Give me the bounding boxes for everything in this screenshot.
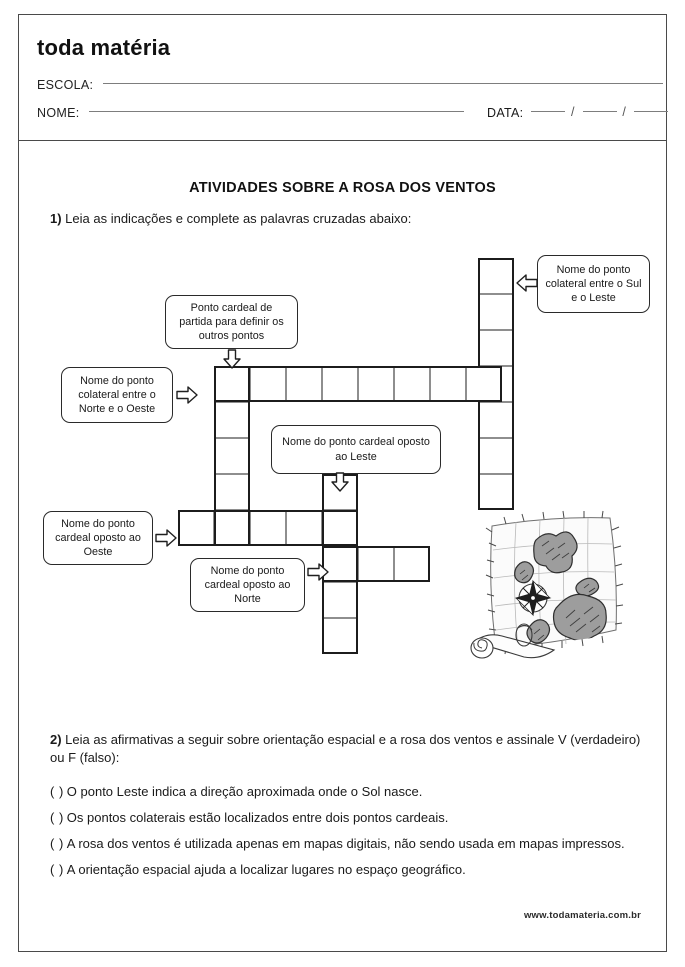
arrow-right-icon xyxy=(155,528,177,548)
school-label: ESCOLA: xyxy=(37,77,94,92)
crossword-cell[interactable] xyxy=(322,546,358,582)
crossword-cell[interactable] xyxy=(322,474,358,510)
crossword-cell[interactable] xyxy=(250,366,286,402)
date-month-input[interactable] xyxy=(583,110,617,112)
school-field-row xyxy=(37,77,663,92)
question-2-text: Leia as afirmativas a seguir sobre orientação espacial e a rosa dos ventos e assinale V (verdadeiro) ou F (falso): xyxy=(50,732,641,766)
date-label: DATA: xyxy=(487,105,524,120)
crossword-cell[interactable] xyxy=(430,366,466,402)
answer-blank[interactable]: ( ) xyxy=(50,835,64,851)
crossword-clue-noroeste xyxy=(61,367,173,423)
clue-text: Nome do ponto cardeal oposto ao Leste xyxy=(282,436,430,463)
answer-blank[interactable]: ( ) xyxy=(50,784,64,799)
crossword-clue-sul xyxy=(190,558,305,612)
crossword-cell[interactable] xyxy=(322,618,358,654)
crossword-cell[interactable] xyxy=(478,294,514,330)
clue-text: Nome do ponto colateral entre o Norte e o Oeste xyxy=(78,374,156,416)
name-label: NOME: xyxy=(37,105,80,120)
crossword-cell[interactable] xyxy=(358,546,394,582)
question-1-prompt xyxy=(50,211,411,226)
clue-text: Nome do ponto colateral entre o Sul e o Leste xyxy=(545,263,642,305)
question-1-number: 1) xyxy=(50,211,62,226)
crossword-cell[interactable] xyxy=(214,366,250,402)
crossword-cell[interactable] xyxy=(394,546,430,582)
question-1-text: Leia as indicações e complete as palavras cruzadas abaixo: xyxy=(61,211,412,226)
crossword-cell[interactable] xyxy=(214,438,250,474)
list-item xyxy=(50,809,655,828)
clue-text: Nome do ponto cardeal oposto ao Oeste xyxy=(55,517,141,559)
name-input-line[interactable] xyxy=(89,110,464,112)
crossword-cell[interactable] xyxy=(478,330,514,366)
clue-text: Ponto cardeal de partida para definir os outros pontos xyxy=(179,301,284,343)
date-separator-1: / xyxy=(571,105,575,119)
name-field-row xyxy=(37,105,464,120)
crossword-cell[interactable] xyxy=(322,510,358,546)
crossword-cell[interactable] xyxy=(214,510,250,546)
question-2-number: 2) xyxy=(50,732,62,747)
arrow-right-icon xyxy=(176,385,198,405)
crossword-clue-norte xyxy=(165,295,298,349)
brand-logo: toda matéria xyxy=(37,35,171,60)
crossword-cell[interactable] xyxy=(394,366,430,402)
list-item xyxy=(50,861,655,880)
crossword-clue-sudeste xyxy=(537,255,650,313)
question-2-prompt xyxy=(50,731,650,768)
crossword-cell[interactable] xyxy=(478,438,514,474)
crossword-cell[interactable] xyxy=(178,510,214,546)
answer-blank[interactable]: ( ) xyxy=(50,861,64,877)
answer-blank[interactable]: ( ) xyxy=(50,809,64,825)
crossword-cell[interactable] xyxy=(286,510,322,546)
statement-text: O ponto Leste indica a direção aproximada onde o Sol nasce. xyxy=(66,784,423,799)
worksheet-header xyxy=(19,15,666,141)
crossword-cell[interactable] xyxy=(250,510,286,546)
treasure-map-illustration xyxy=(462,502,632,672)
date-year-input[interactable] xyxy=(634,110,668,112)
crossword-clue-oeste xyxy=(271,425,441,474)
worksheet-page xyxy=(18,14,667,952)
date-separator-2: / xyxy=(622,105,627,119)
crossword-cell[interactable] xyxy=(322,582,358,618)
crossword-cell[interactable] xyxy=(466,366,502,402)
crossword-cell[interactable] xyxy=(478,258,514,294)
crossword-cell[interactable] xyxy=(214,474,250,510)
school-input-line[interactable] xyxy=(103,82,663,84)
statement-text: A orientação espacial ajuda a localizar lugares no espaço geográfico. xyxy=(66,861,466,877)
question-2-statement-list xyxy=(50,783,655,886)
list-item xyxy=(50,783,655,802)
crossword-cell[interactable] xyxy=(322,366,358,402)
arrow-left-icon xyxy=(516,273,538,293)
statement-text: A rosa dos ventos é utilizada apenas em mapas digitais, não sendo usada em mapas impressos. xyxy=(66,835,625,851)
footer-website-url: www.todamateria.com.br xyxy=(523,910,641,921)
statement-text: Os pontos colaterais estão localizados entre dois pontos cardeais. xyxy=(66,809,449,825)
date-field-row xyxy=(487,105,670,120)
page-title: ATIVIDADES SOBRE A ROSA DOS VENTOS xyxy=(189,180,496,196)
crossword-clue-leste xyxy=(43,511,153,565)
crossword-cell[interactable] xyxy=(358,366,394,402)
date-day-input[interactable] xyxy=(531,110,565,112)
list-item xyxy=(50,835,655,854)
crossword-cell[interactable] xyxy=(214,402,250,438)
clue-text: Nome do ponto cardeal oposto ao Norte xyxy=(204,564,291,606)
crossword-cell[interactable] xyxy=(286,366,322,402)
crossword-cell[interactable] xyxy=(478,402,514,438)
